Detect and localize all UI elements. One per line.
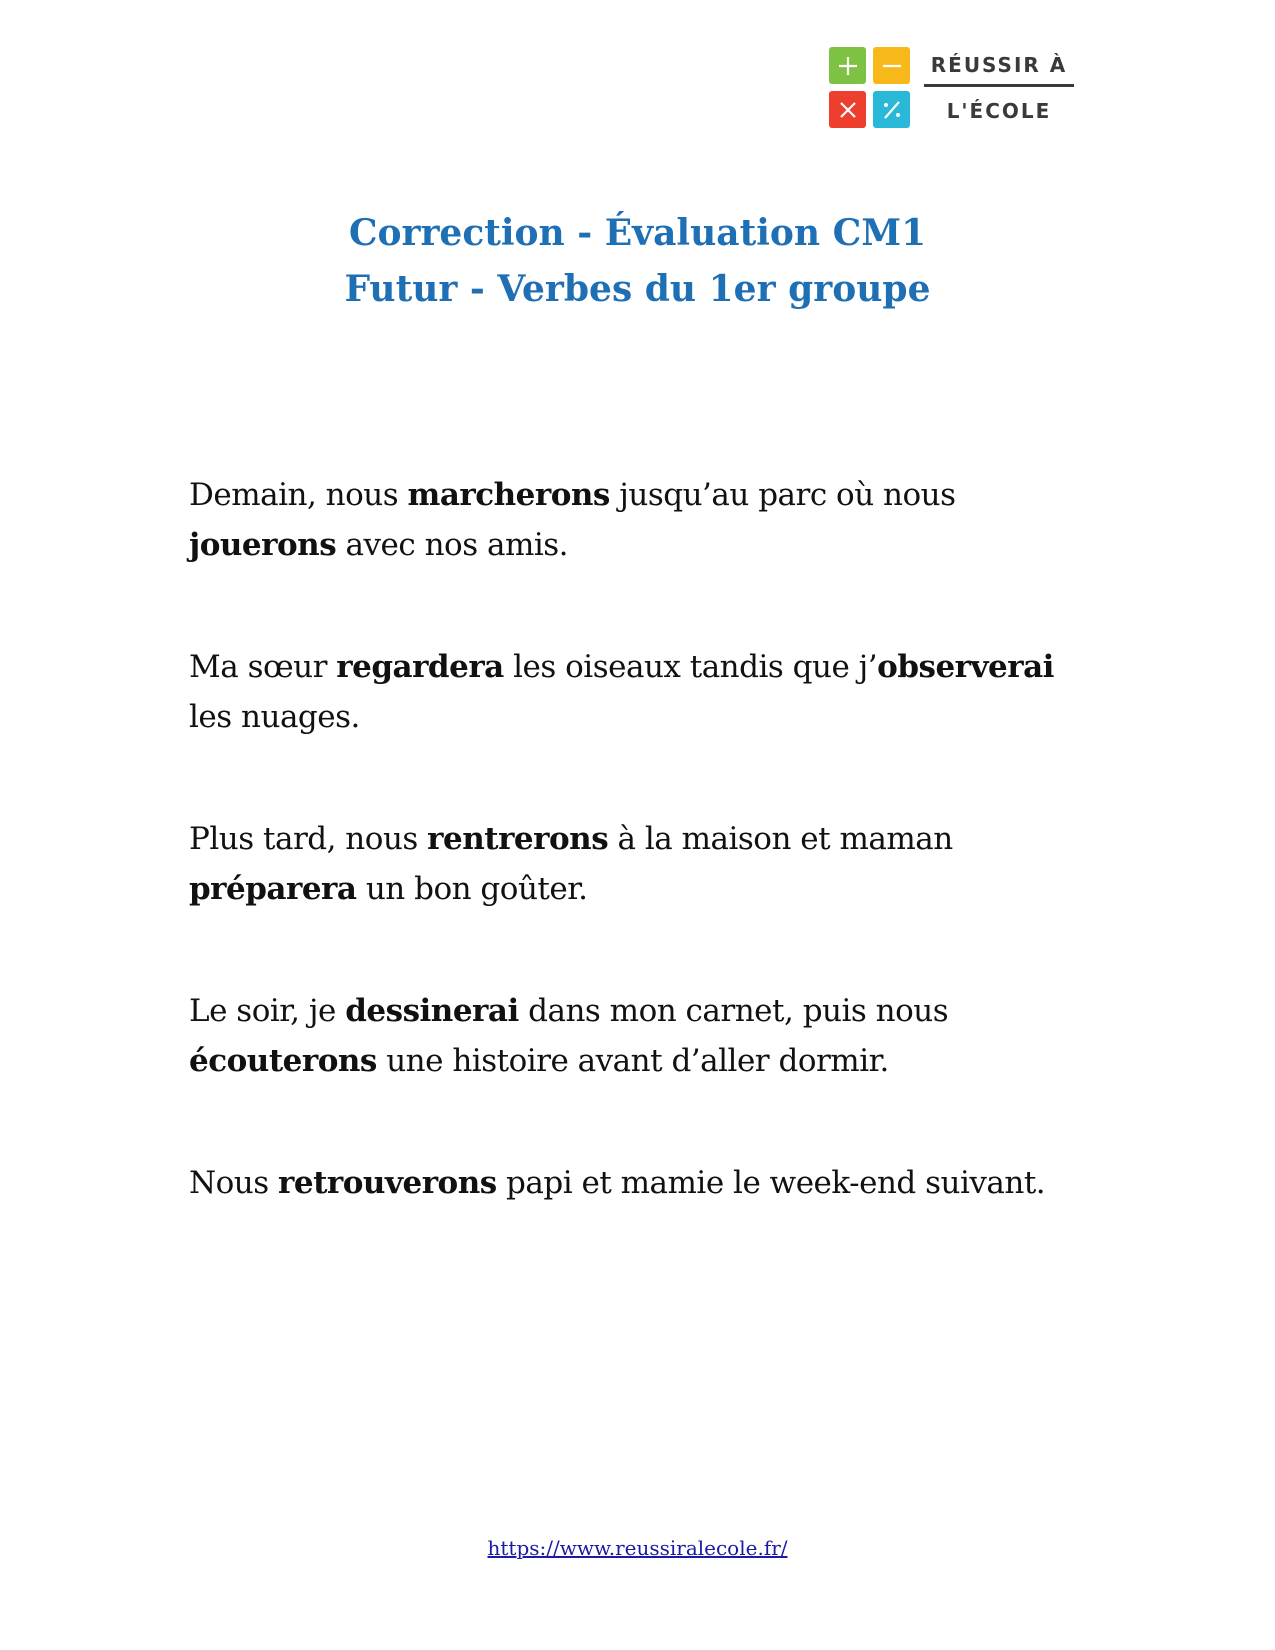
exercise-correction	[189, 470, 1089, 1280]
percent-icon	[873, 91, 910, 128]
verb-answer: observerai	[877, 649, 1054, 685]
logo-icon-grid	[829, 47, 911, 129]
logo-line-2: L'ÉCOLE	[946, 99, 1052, 123]
title-line-1: Correction - Évaluation CM1	[348, 212, 927, 254]
sentence-text: jusqu’au parc où nous	[609, 477, 956, 513]
website-link[interactable]: https://www.reussiralecole.fr/	[487, 1536, 788, 1560]
minus-icon	[873, 47, 910, 84]
sentence-text: dans mon carnet, puis nous	[518, 993, 949, 1029]
sentence-text: Ma sœur	[189, 649, 337, 685]
sentence-text: une histoire avant d’aller dormir.	[376, 1043, 889, 1079]
logo-wordmark	[924, 47, 1074, 129]
plus-icon	[829, 47, 866, 84]
verb-answer: dessinerai	[345, 993, 519, 1029]
sentence-text: Demain, nous	[189, 477, 408, 513]
sentence-4	[189, 986, 1089, 1086]
sentence-text: Nous	[189, 1165, 279, 1201]
verb-answer: jouerons	[189, 527, 337, 563]
logo-line-1: RÉUSSIR À	[930, 53, 1068, 77]
sentence-text: à la maison et maman	[608, 821, 953, 857]
sentence-text: avec nos amis.	[336, 527, 569, 563]
sentence-text: papi et mamie le week-end suivant.	[496, 1165, 1046, 1201]
sentence-text: Le soir, je	[189, 993, 346, 1029]
sentence-5	[189, 1158, 1089, 1208]
verb-answer: rentrerons	[427, 821, 609, 857]
verb-answer: préparera	[189, 871, 357, 907]
sentence-text: les oiseaux tandis que j’	[503, 649, 878, 685]
sentence-text: Plus tard, nous	[189, 821, 428, 857]
sentence-text: un bon goûter.	[356, 871, 588, 907]
sentence-1	[189, 470, 1089, 570]
verb-answer: écouterons	[189, 1043, 377, 1079]
page-title	[0, 205, 1275, 317]
logo-divider	[924, 84, 1074, 87]
title-line-2: Futur - Verbes du 1er groupe	[344, 268, 931, 310]
sentence-3	[189, 814, 1089, 914]
sentence-2	[189, 642, 1089, 742]
footer	[0, 1536, 1275, 1560]
verb-answer: marcherons	[407, 477, 610, 513]
verb-answer: regardera	[336, 649, 504, 685]
site-logo	[829, 47, 1074, 129]
verb-answer: retrouverons	[278, 1165, 497, 1201]
sentence-text: les nuages.	[189, 699, 360, 735]
times-icon	[829, 91, 866, 128]
